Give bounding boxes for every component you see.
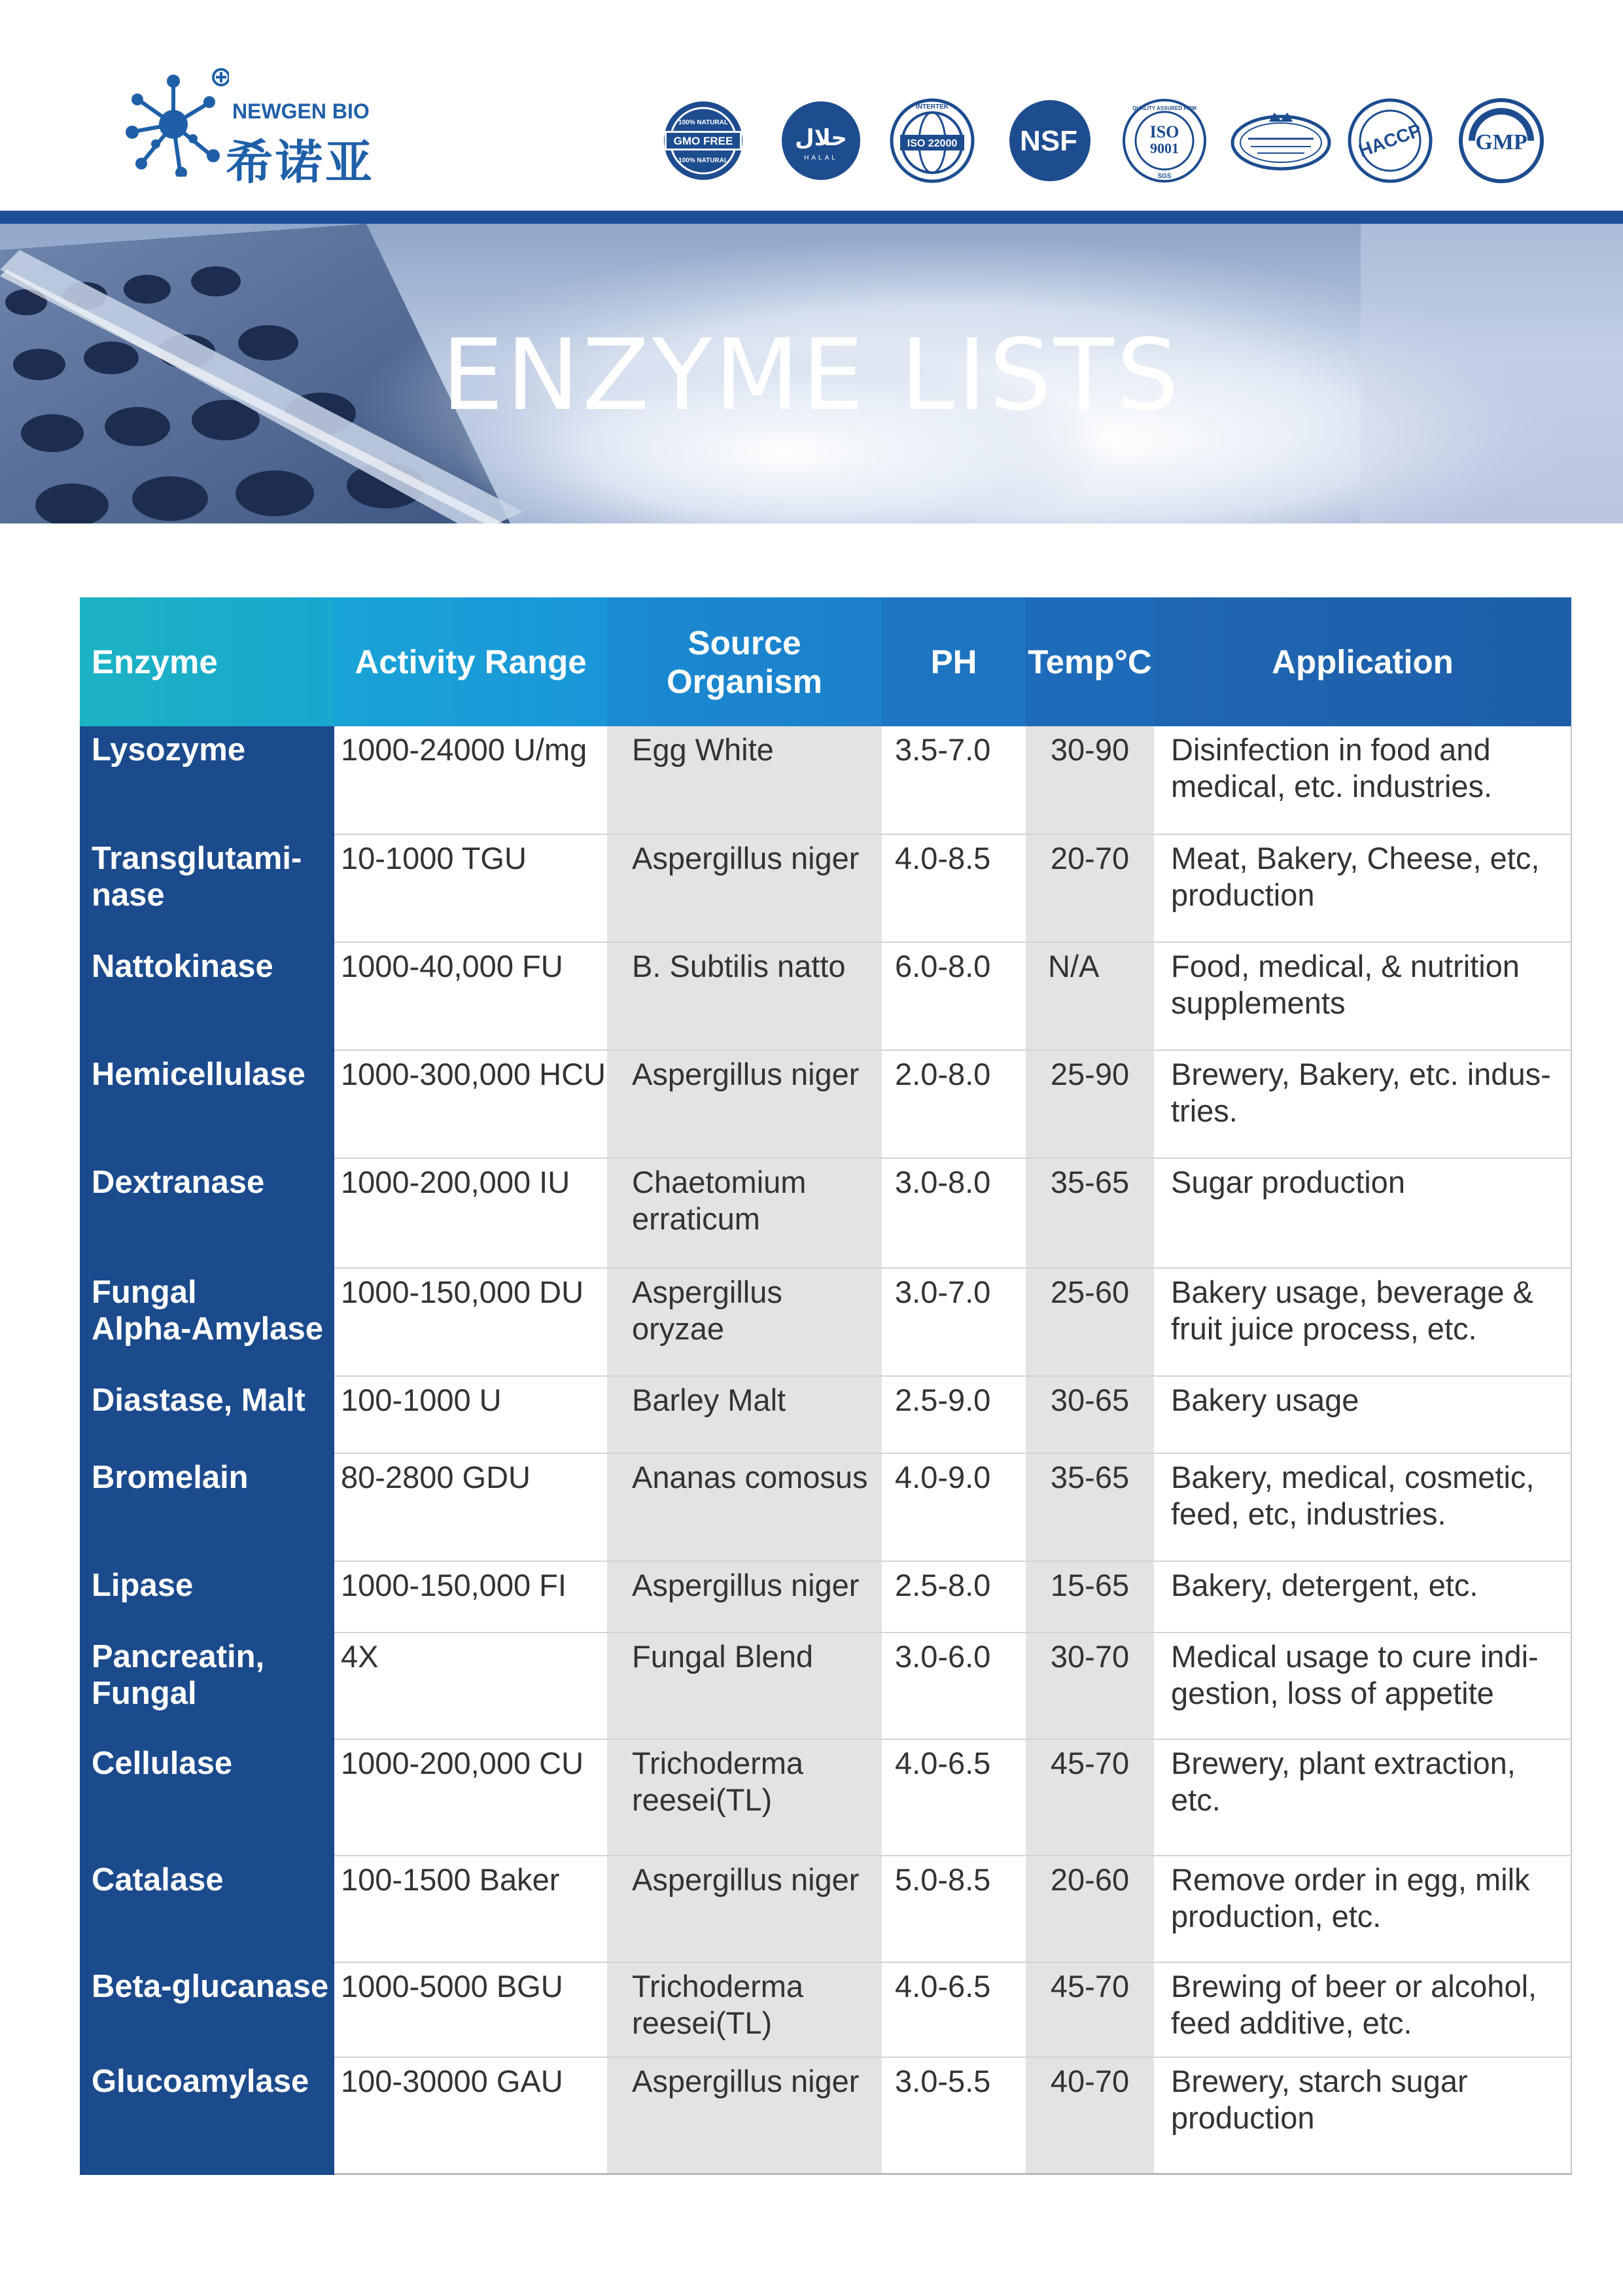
table-row [80,1561,1571,1633]
cell-activity-range: 1000-150,000 FI [334,1561,607,1633]
cell-source-organism [607,942,882,1050]
cell-activity-range: 100-1000 U [334,1376,607,1453]
cell-activity-range: 1000-200,000 IU [334,1158,607,1268]
cell-source-organism-line: oryzae [632,1311,725,1346]
cell-application-line: Sugar production [1171,1165,1405,1199]
cell-ph: 3.0-8.0 [882,1158,1026,1268]
cell-application-line: Bakery usage, beverage & [1171,1275,1533,1309]
cell-enzyme [80,1268,334,1376]
haccp-badge-icon [1348,98,1433,183]
cell-application-line: Meat, Bakery, Cheese, etc, [1171,841,1540,875]
cell-ph: 3.5-7.0 [882,726,1026,834]
nsf-badge-icon [1007,98,1092,183]
cell-application [1154,834,1571,942]
halal-badge-icon [778,98,864,183]
cell-temp: 35-65 [1026,1453,1154,1561]
svg-text:NSF: NSF [1020,125,1077,157]
cell-enzyme-line: Lipase [92,1568,194,1603]
cell-application-line: Bakery, medical, cosmetic, [1171,1460,1535,1494]
cell-ph: 4.0-8.5 [882,834,1026,942]
cell-temp: 20-70 [1026,834,1154,942]
header-ph: PH [882,597,1026,726]
cell-activity-range: 1000-300,000 HCU [334,1050,607,1158]
cell-temp: 45-70 [1026,1962,1154,2057]
table-row [80,834,1571,942]
cell-application-line: production, etc. [1171,1899,1382,1934]
cell-enzyme-line: Alpha-Amylase [92,1311,324,1347]
cell-application [1154,1856,1571,1962]
cell-source-organism [607,726,882,834]
cell-application-line: production [1171,2100,1315,2135]
cell-application [1154,1376,1571,1453]
cell-temp: 45-70 [1026,1739,1154,1856]
iso22000-badge-icon [890,98,975,183]
cell-ph: 3.0-5.5 [882,2057,1026,2174]
cell-enzyme [80,1633,334,1739]
svg-text:GMP: GMP [1475,130,1527,154]
table-row [80,2057,1571,2174]
cell-temp: 40-70 [1026,2057,1154,2174]
cell-application-line: Brewery, Bakery, etc. indus- [1171,1057,1551,1091]
cell-application [1154,1561,1571,1633]
svg-text:HALAL: HALAL [804,154,838,162]
cell-enzyme-line: Glucoamylase [92,2064,309,2099]
cell-enzyme [80,1561,334,1633]
svg-text:SGS: SGS [1157,173,1172,180]
cell-activity-range: 100-30000 GAU [334,2057,607,2174]
cell-enzyme-line: Nattokinase [92,949,273,984]
cell-source-organism-line: B. Subtilis natto [632,949,846,983]
cell-application-line: Medical usage to cure indi- [1171,1639,1539,1674]
cell-source-organism [607,2057,882,2174]
cell-activity-range: 1000-150,000 DU [334,1268,607,1376]
cell-application [1154,1962,1571,2057]
kosher-badge-icon [1229,98,1333,183]
cell-enzyme [80,726,334,834]
cell-source-organism-line: Aspergillus niger [632,1568,860,1602]
cell-application-line: Brewery, starch sugar [1171,2064,1468,2098]
cell-source-organism [607,834,882,942]
page-header [0,0,1623,211]
cell-application-line: Food, medical, & nutrition [1171,949,1520,983]
cell-enzyme-line: nase [92,877,165,913]
cell-enzyme-line: Dextranase [92,1165,265,1200]
cell-enzyme [80,1050,334,1158]
page-title: ENZYME LISTS [441,319,1182,433]
newgen-bio-logo [118,65,393,189]
cell-application [1154,2057,1571,2174]
cell-application-line: Bakery usage [1171,1383,1359,1417]
cell-enzyme [80,942,334,1050]
cell-temp: 20-60 [1026,1856,1154,1962]
table-header-row [80,597,1571,726]
header-enzyme: Enzyme [80,597,334,726]
cell-enzyme [80,2057,334,2174]
cell-activity-range: 1000-5000 BGU [334,1962,607,2057]
cell-application-line: Bakery, detergent, etc. [1171,1568,1478,1602]
gmo-free-label: GMO FREE [673,135,733,147]
cell-enzyme-line: Catalase [92,1862,224,1898]
table-row [80,1633,1571,1739]
cell-activity-range: 4X [334,1633,607,1739]
svg-text:QUALITY ASSURED FIRM: QUALITY ASSURED FIRM [1132,105,1196,111]
table-row [80,1268,1571,1376]
cell-source-organism-line: Aspergillus niger [632,1862,860,1897]
cell-temp: 35-65 [1026,1158,1154,1268]
cell-source-organism-line: Barley Malt [632,1383,786,1417]
cell-source-organism [607,1158,882,1268]
table-row [80,1453,1571,1561]
cell-source-organism-line: Trichoderma [632,1969,804,2004]
cell-ph: 2.5-8.0 [882,1561,1026,1633]
cell-application-line: fruit juice process, etc. [1171,1311,1477,1346]
cell-application [1154,1633,1571,1739]
cell-application-line: etc. [1171,1782,1221,1817]
cell-activity-range: 1000-24000 U/mg [334,726,607,834]
cell-enzyme-line: Hemicellulase [92,1057,305,1092]
cell-ph: 5.0-8.5 [882,1856,1026,1962]
table-row [80,1962,1571,2057]
enzyme-table-container [80,597,1571,2175]
cell-source-organism-line: Egg White [632,732,774,767]
table-row [80,1739,1571,1856]
cell-ph: 3.0-7.0 [882,1268,1026,1376]
cell-ph: 4.0-9.0 [882,1453,1026,1561]
cell-application-line: Disinfection in food and [1171,732,1491,767]
cell-ph: 4.0-6.5 [882,1962,1026,2057]
cell-application [1154,1453,1571,1561]
cell-application [1154,726,1571,834]
cell-application-line: supplements [1171,985,1346,1020]
cell-temp: 25-60 [1026,1268,1154,1376]
cell-source-organism-line: Aspergillus [632,1275,782,1309]
cell-enzyme [80,1376,334,1453]
cell-application [1154,1158,1571,1268]
cell-application-line: gestion, loss of appetite [1171,1676,1494,1710]
cell-activity-range: 1000-40,000 FU [334,942,607,1050]
cell-source-organism [607,1739,882,1856]
cell-enzyme-line: Fungal [92,1676,197,1711]
cell-temp: 30-65 [1026,1376,1154,1453]
enzyme-table [80,597,1572,2175]
header-activity-range: Activity Range [334,597,607,726]
cell-enzyme-line: Lysozyme [92,732,246,768]
cell-application-line: Brewing of beer or alcohol, [1171,1969,1537,2004]
cell-enzyme-line: Cellulase [92,1746,233,1781]
cell-source-organism-line: Trichoderma [632,1746,804,1780]
svg-text:100% NATURAL: 100% NATURAL [678,119,728,126]
header-source-organism: Source Organism [607,597,882,726]
cell-enzyme-line: Beta-glucanase [92,1969,329,2004]
hero-banner [0,224,1623,523]
cell-enzyme [80,834,334,942]
header-temp: Temp°C [1026,597,1154,726]
cell-source-organism-line: reesei(TL) [632,2005,773,2040]
cell-enzyme [80,1453,334,1561]
cell-application-line: tries. [1171,1093,1238,1128]
cell-source-organism [607,1453,882,1561]
cell-application-line: feed additive, etc. [1171,2005,1412,2040]
svg-text:9001: 9001 [1150,140,1179,156]
cell-enzyme [80,1158,334,1268]
cell-application [1154,1050,1571,1158]
brand-name-en: NEWGEN BIO [232,99,370,123]
cell-source-organism-line: Aspergillus niger [632,841,860,875]
svg-text:حلال: حلال [795,125,847,151]
table-row [80,1856,1571,1962]
table-row [80,1050,1571,1158]
gmp-badge-icon [1459,98,1544,183]
cell-source-organism-line: Aspergillus niger [632,1057,860,1091]
cell-source-organism [607,1050,882,1158]
table-row [80,1376,1571,1453]
cell-activity-range: 1000-200,000 CU [334,1739,607,1856]
cell-ph: 2.0-8.0 [882,1050,1026,1158]
cell-application-line: feed, etc, industries. [1171,1496,1446,1531]
table-body [80,726,1571,2174]
cell-enzyme [80,1962,334,2057]
cell-application [1154,942,1571,1050]
cell-source-organism [607,1268,882,1376]
cell-source-organism-line: Aspergillus niger [632,2064,860,2098]
cell-source-organism [607,1856,882,1962]
cell-source-organism [607,1376,882,1453]
cell-source-organism-line: Fungal Blend [632,1639,813,1674]
cell-source-organism-line: Ananas comosus [632,1460,868,1494]
svg-text:HACCP: HACCP [1355,119,1424,162]
cell-enzyme [80,1856,334,1962]
cell-enzyme-line: Bromelain [92,1460,249,1495]
cell-enzyme-line: Fungal [92,1275,197,1310]
cell-ph: 2.5-9.0 [882,1376,1026,1453]
cell-temp: 25-90 [1026,1050,1154,1158]
cell-application [1154,1739,1571,1856]
header-divider-bar [0,211,1623,224]
cell-source-organism [607,1561,882,1633]
table-row [80,1158,1571,1268]
cell-application [1154,1268,1571,1376]
cell-application-line: Remove order in egg, milk [1171,1862,1530,1897]
cell-ph: 6.0-8.0 [882,942,1026,1050]
molecule-logo-icon [118,65,229,177]
brand-name-cn: 希诺亚 [226,137,375,189]
cell-temp: N/A [1026,942,1154,1050]
svg-text:ISO 22000: ISO 22000 [907,138,958,149]
iso9001-badge-icon [1122,98,1207,183]
cell-source-organism-line: Chaetomium [632,1165,807,1199]
cell-application-line: Brewery, plant extraction, [1171,1746,1516,1780]
cell-activity-range: 10-1000 TGU [334,834,607,942]
cell-source-organism-line: erraticum [632,1201,760,1236]
gmo-free-badge-icon [661,98,746,183]
cell-temp: 15-65 [1026,1561,1154,1633]
cell-source-organism [607,1962,882,2057]
svg-text:ISO: ISO [1149,122,1179,141]
cell-ph: 4.0-6.5 [882,1739,1026,1856]
cell-activity-range: 80-2800 GDU [334,1453,607,1561]
svg-text:INTERTEK: INTERTEK [916,103,949,111]
cell-ph: 3.0-6.0 [882,1633,1026,1739]
cell-enzyme-line: Transglutami- [92,841,302,876]
cell-application-line: production [1171,877,1315,912]
cell-enzyme-line: Diastase, Malt [92,1383,305,1418]
cell-enzyme-line: Pancreatin, [92,1639,265,1674]
cell-temp: 30-70 [1026,1633,1154,1739]
cell-source-organism-line: reesei(TL) [632,1782,773,1817]
cell-activity-range: 100-1500 Baker [334,1856,607,1962]
cell-temp: 30-90 [1026,726,1154,834]
svg-text:100% NATURAL: 100% NATURAL [678,157,728,164]
cell-source-organism [607,1633,882,1739]
header-application: Application [1154,597,1571,726]
table-row [80,942,1571,1050]
cell-application-line: medical, etc. industries. [1171,769,1493,804]
table-row [80,726,1571,834]
cell-enzyme [80,1739,334,1856]
